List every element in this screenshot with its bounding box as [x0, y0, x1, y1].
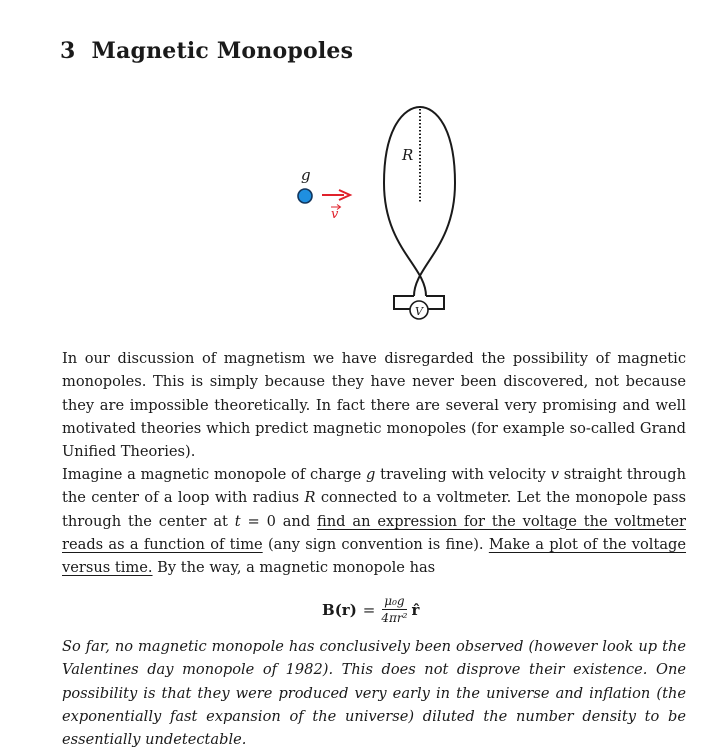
charge-label: g [301, 166, 311, 184]
eq-unit-vector: r̂ [411, 600, 420, 619]
voltmeter-label: V [415, 305, 423, 318]
task-find-expression: find an expression for the voltage the voltmeter reads as a function of time [62, 512, 687, 553]
paragraph-intro: In our discussion of magnetism we have disregarded the possibility of magnetic monopoles. This is simply because they have never been discovered, not because they are impossible theoretically. In fact there are several very promising and well motivated theories which predict magnetic monopoles (for example so-called Grand Unified Theories). [62, 350, 686, 461]
symbol-R: R [304, 489, 316, 507]
monopole-dot [298, 189, 312, 203]
voltmeter-lead-right [426, 296, 444, 309]
eq-fraction [381, 594, 407, 625]
symbol-g: g [366, 466, 376, 483]
section-title: Magnetic Monopoles [91, 38, 354, 64]
eq-denominator: 4πr² [381, 611, 408, 625]
text-run: straight through the center of a loop with radius [62, 466, 687, 507]
text-run: = 0 and [240, 512, 318, 530]
velocity-label: v [331, 207, 339, 222]
eq-lhs [322, 601, 357, 619]
monopole-field-equation [322, 594, 419, 625]
section-number: 3 [60, 38, 76, 64]
paragraph-note: So far, no magnetic monopole has conclusively been observed (however look up the Valentines day monopole of 1982). This does not disprove their existence. One possibility is that they were produced very early in the universe and inflation (the exponentially fast expansion of the universe) diluted the number density to be essentially undetectable. [62, 638, 686, 749]
eq-field-symbol: B [322, 600, 335, 619]
eq-equals: = [362, 600, 376, 619]
text-run: By the way, a magnetic monopole has [152, 559, 436, 577]
eq-field-argument: (r) [334, 600, 357, 619]
symbol-t: t [234, 512, 241, 530]
text-run: connected to a voltmeter. Let the monopole pass through the center at [62, 489, 686, 530]
monopole-loop-figure [280, 98, 470, 326]
text-run: traveling with velocity [375, 466, 551, 483]
paragraph-problem [62, 463, 686, 579]
eq-numerator: μ₀g [384, 594, 405, 608]
text-run: (any sign convention is fine). [262, 535, 489, 553]
task-make-plot: Make a plot of the voltage versus time. [62, 535, 687, 577]
text-run: Imagine a magnetic monopole of charge [62, 466, 367, 483]
symbol-v: v [550, 466, 559, 483]
figure-svg [280, 98, 470, 326]
radius-label: R [402, 146, 414, 164]
section-heading [60, 38, 353, 64]
